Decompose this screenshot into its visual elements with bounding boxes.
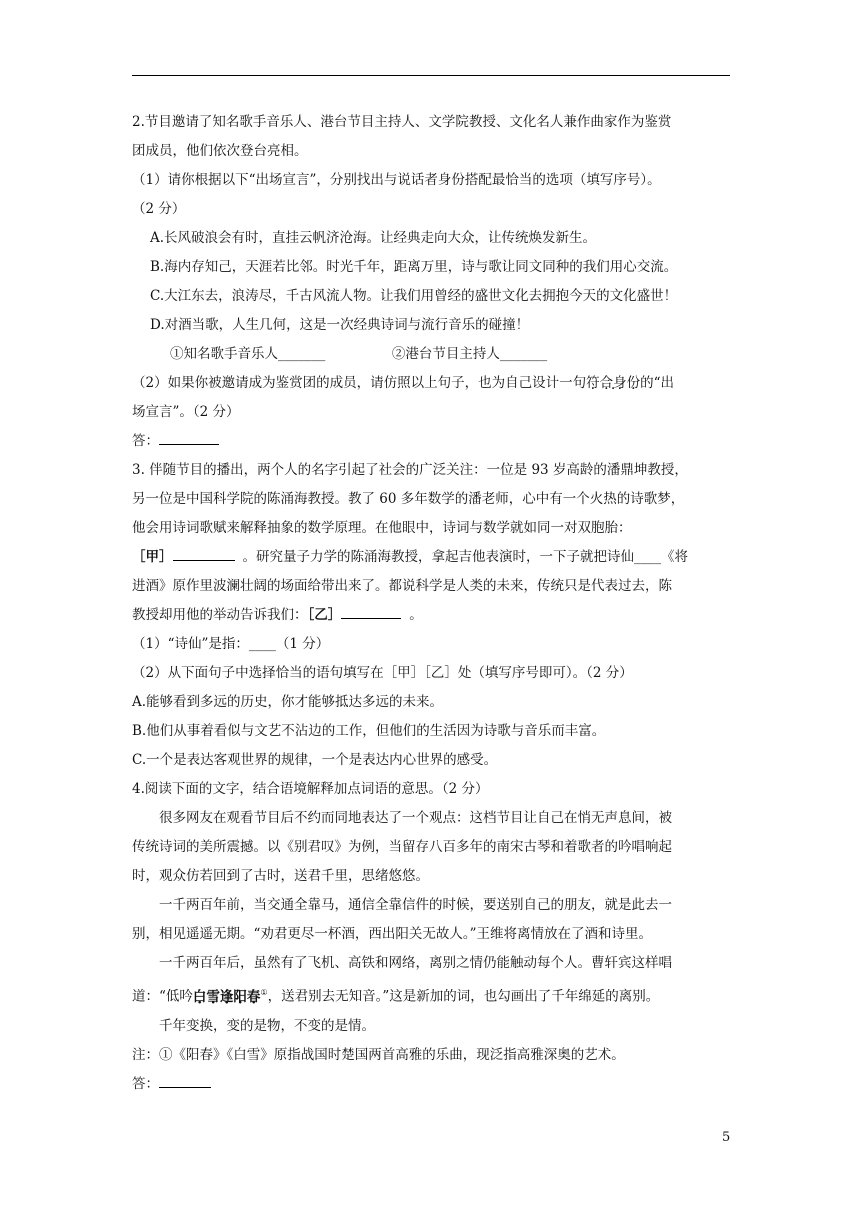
mark-yi: ［乙］	[307, 607, 342, 623]
q3-line5: 进酒》原作里波澜壮阔的场面给带出来了。都说科学是人类的未来，传统只是代表过去，陈	[132, 578, 672, 594]
emphasis-char: 阳	[233, 988, 247, 1005]
mark-jia: ［甲］	[132, 549, 173, 565]
q2-option-d: D.对酒当歌，人生几何，这是一次经典诗词与流行音乐的碰撞！	[150, 317, 530, 333]
header-rule	[132, 75, 730, 76]
q2-option-a: A.长风破浪会有时，直挂云帆济沧海。让经典走向大众，让传统焕发新生。	[150, 230, 597, 246]
q2-fill-host: ②港台节目主持人_______	[391, 346, 548, 362]
q3-line6-text: 教授却用他的举动告诉我们：	[132, 607, 308, 623]
q2-option-c: C.大江东去，浪涛尽，千古风流人物。让我们用曾经的盛世文化去拥抱今天的文化盛世！	[150, 288, 678, 304]
q2-sub2-line1	[132, 369, 732, 398]
q2-fill-row	[132, 340, 732, 369]
q4-p3-line2	[132, 978, 732, 1012]
document-body	[132, 108, 732, 1099]
emphasis-char: 身	[613, 375, 627, 391]
footnote-marker: ①	[260, 988, 268, 997]
blank-yi[interactable]	[341, 603, 401, 619]
emphasis-char: 符	[586, 375, 600, 391]
q4-title: 4.阅读下面的文字，结合语境解释加点词语的意思。（2 分）	[132, 781, 489, 797]
q3-line6	[132, 601, 732, 630]
q2-dotted-phrase	[586, 375, 640, 391]
emphasis-char: 合	[599, 375, 614, 391]
q4-answer	[132, 1070, 732, 1099]
answer-label: 答：	[132, 1075, 159, 1092]
page-number: 5	[722, 1130, 731, 1145]
q4-note: 注：①《阳春》《白雪》原指战国时楚国两首高雅的乐曲，现泛指高雅深奥的艺术。	[132, 1046, 625, 1063]
q3-line4-rest: 。研究量子力学的陈涌海教授，拿起吉他表演时，一下子就把诗仙____《将	[242, 549, 688, 565]
q2-intro-line2: 团成员，他们依次登台亮相。	[132, 143, 308, 159]
q2-answer	[132, 427, 732, 456]
answer-label: 答：	[132, 433, 159, 449]
q3-option-b: B.他们从事着看似与文艺不沾边的工作，但他们的生活因为诗歌与音乐而丰富。	[132, 723, 606, 739]
q4-p2-line1: 一千两百年前，当交通全靠马，通信全靠信件的时候，要送别自己的朋友，就是此去一	[159, 897, 672, 913]
q4-p1-line3: 时，观众仿若回到了古时，送君千里，思绪悠悠。	[132, 868, 429, 884]
q4-p1-line2: 传统诗词的美所震撼。以《别君叹》为例，当留存八百多年的南宋古琴和着歌者的吟唱响起	[132, 839, 672, 855]
q3-line6-end: 。	[409, 607, 423, 623]
q3-line2: 另一位是中国科学院的陈涌海教授。教了 60 多年数学的潘老师，心中有一个火热的诗歌梦，	[132, 491, 685, 507]
q4-p4: 千年变换，变的是物，不变的是情。	[159, 1017, 375, 1034]
q3-sub2: （2）从下面句子中选择恰当的语句填写在［甲］［乙］处（填写序号即可）。（2 分）	[132, 665, 633, 681]
q4-p3-pre: 道：“低吟	[132, 988, 193, 1005]
emphasis-char: 白	[192, 988, 207, 1005]
q2-sub2-line2: 场宣言”。（2 分）	[132, 404, 240, 420]
q3-line4	[132, 543, 732, 572]
q4-dotted-phrase	[193, 989, 261, 1005]
q2-sub2-tail: 的“出	[640, 375, 674, 391]
q3-line1: 3. 伴随节目的播出，两个人的名字引起了社会的广泛关注：一位是 93 岁高龄的潘鼎坤教授，	[132, 462, 688, 478]
q3-sub1: （1）“诗仙”是指：____（1 分）	[132, 636, 330, 652]
q2-intro-line1: 2.节目邀请了知名歌手音乐人、港台节目主持人、文学院教授、文化名人兼作曲家作为鉴赏	[132, 114, 672, 130]
q3-line3: 他会用诗词歌赋来解释抽象的数学原理。在他眼中，诗词与数学就如同一对双胞胎：	[132, 520, 632, 536]
q2-sub1-line1: （1）请你根据以下“出场宣言”，分别找出与说话者身份搭配最恰当的选项（填写序号）。	[132, 172, 661, 188]
q4-p3-post: ，送君别去无知音。”这是新加的词，也勾画出了千年绵延的离别。	[267, 988, 660, 1005]
q3-option-a: A.能够看到多远的历史，你才能够抵达多远的未来。	[132, 694, 444, 710]
emphasis-char: 份	[626, 375, 641, 391]
emphasis-char: 雪	[206, 988, 220, 1005]
answer-blank[interactable]	[159, 1072, 211, 1088]
answer-blank[interactable]	[159, 429, 219, 445]
q3-option-c: C.一个是表达客观世界的规律，一个是表达内心世界的感受。	[132, 752, 498, 768]
q4-p2-line2: 别，相见遥遥无期。“劝君更尽一杯酒，西出阳关无故人。”王维将离情放在了酒和诗里。	[132, 926, 653, 942]
q4-p3-line1: 一千两百年后，虽然有了飞机、高铁和网络，离别之情仍能触动每个人。曹轩宾这样唱	[159, 955, 672, 971]
q2-option-b: B.海内存知己，天涯若比邻。时光千年，距离万里，诗与歌让同文同种的我们用心交流。	[150, 259, 678, 275]
q4-p1-line1: 很多网友在观看节目后不约而同地表达了一个观点：这档节目让自己在悄无声息间，被	[159, 810, 672, 826]
q2-sub2-text: （2）如果你被邀请成为鉴赏团的成员，请仿照以上句子，也为自己设计一句	[132, 375, 587, 391]
emphasis-char: 逢	[219, 988, 234, 1005]
q2-sub1-line2: （2 分）	[132, 201, 186, 217]
q2-fill-singer: ①知名歌手音乐人_______	[170, 346, 326, 362]
emphasis-char: 春	[246, 988, 261, 1005]
blank-jia[interactable]	[173, 545, 235, 561]
